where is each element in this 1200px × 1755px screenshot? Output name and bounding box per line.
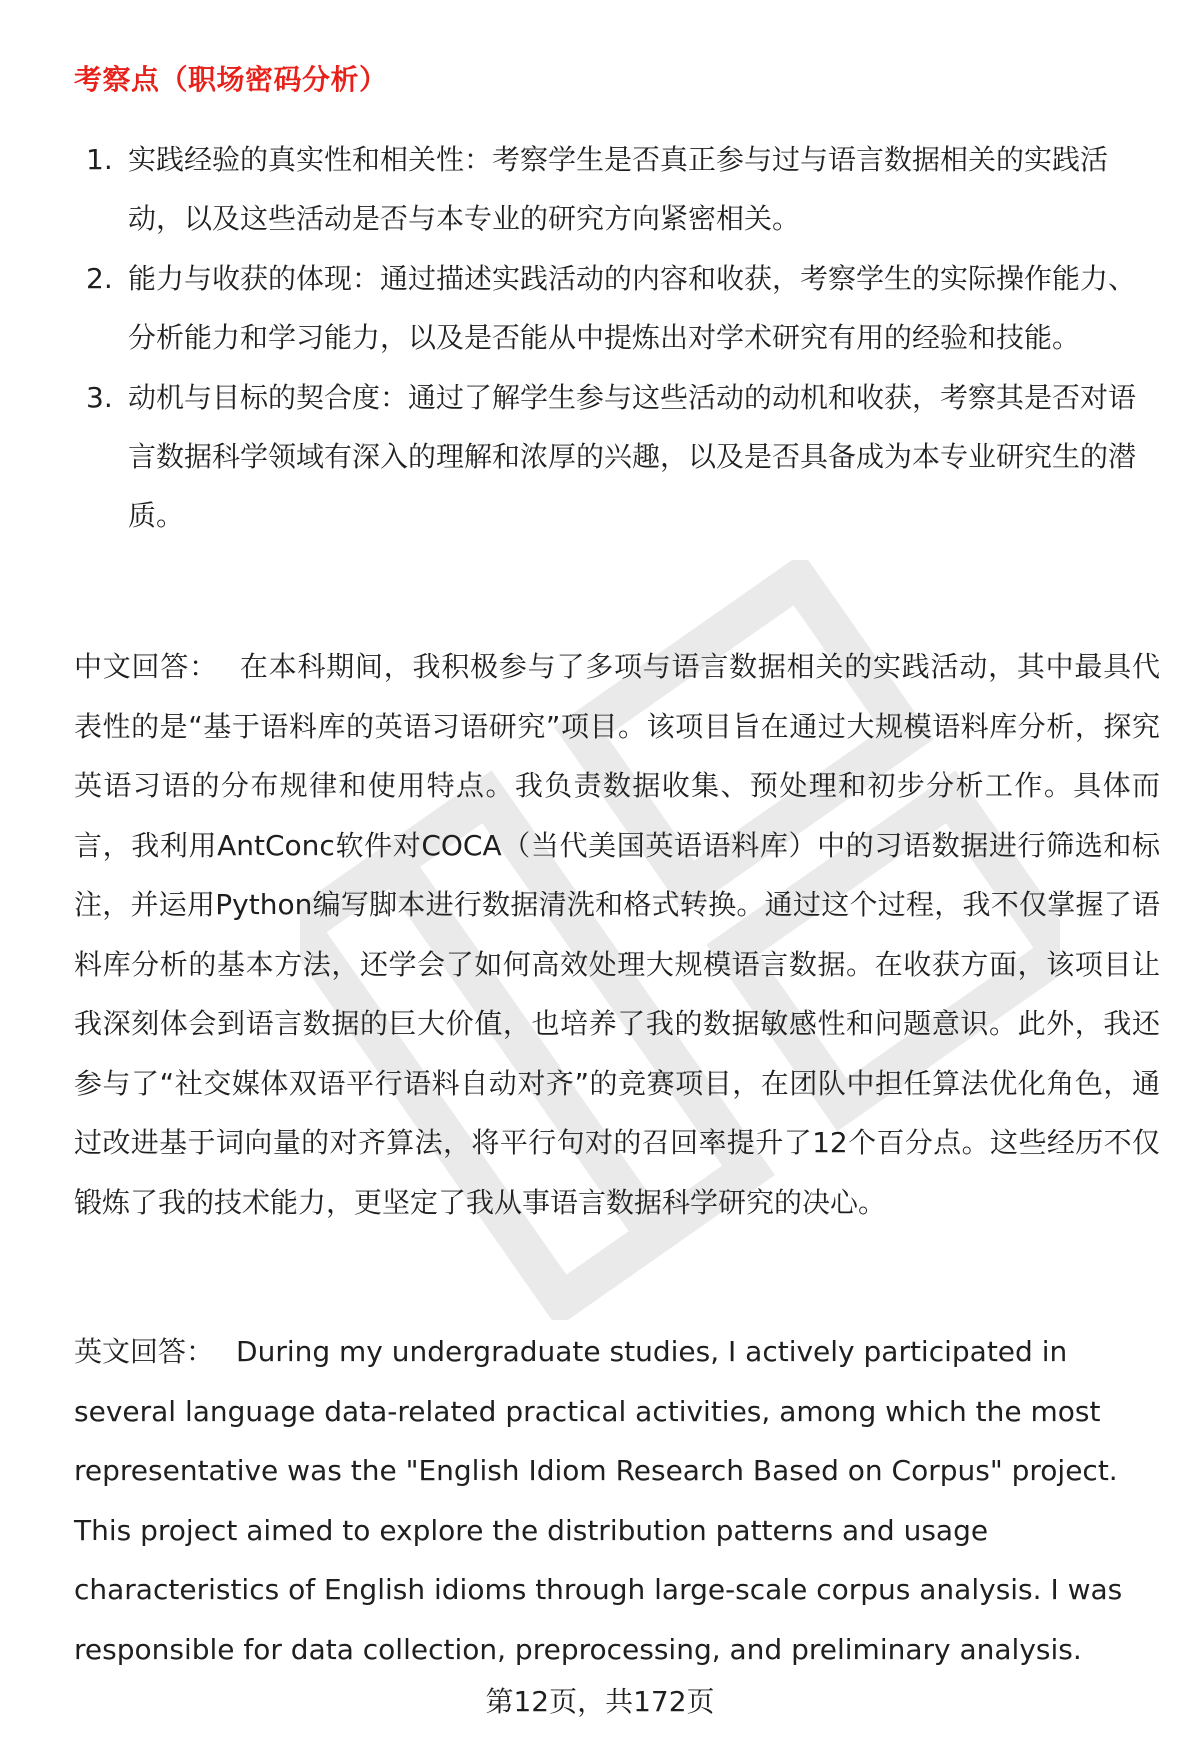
english-answer-label: 英文回答：	[74, 1335, 215, 1368]
list-item	[74, 249, 1144, 367]
page-number: 第12页，共172页	[485, 1685, 715, 1718]
chinese-answer-label: 中文回答：	[74, 650, 218, 683]
english-answer-paragraph	[74, 1322, 1154, 1679]
list-item-number: 1.	[86, 143, 113, 176]
list-item	[74, 130, 1144, 248]
list-item-text: 实践经验的真实性和相关性：考察学生是否真正参与过与语言数据相关的实践活动，以及这些活动是否与本专业的研究方向紧密相关。	[128, 143, 1109, 235]
english-answer-text: During my undergraduate studies, I actively participated in several language data-related practical activities, among which the most representative was the "English Idiom Research Based on Corpus" project. This project aimed to explore the distribution patterns and usage characteristics of English idioms through large-scale corpus analysis. I was responsible for data collection, preprocessing, and preliminary analysis.	[74, 1335, 1123, 1666]
list-item-number: 2.	[86, 262, 113, 295]
section-title: 考察点（职场密码分析）	[74, 63, 388, 96]
chinese-answer-paragraph	[74, 637, 1160, 1232]
list-item-text: 能力与收获的体现：通过描述实践活动的内容和收获，考察学生的实际操作能力、分析能力和学习能力，以及是否能从中提炼出对学术研究有用的经验和技能。	[128, 262, 1137, 354]
list-item	[74, 368, 1144, 545]
list-item-number: 3.	[86, 381, 113, 414]
chinese-answer-text: 在本科期间，我积极参与了多项与语言数据相关的实践活动，其中最具代表性的是“基于语料库的英语习语研究”项目。该项目旨在通过大规模语料库分析，探究英语习语的分布规律和使用特点。我负责数据收集、预处理和初步分析工作。具体而言，我利用AntConc软件对COCA（当代美国英语语料库）中的习语数据进行筛选和标注，并运用Python编写脚本进行数据清洗和格式转换。通过这个过程，我不仅掌握了语料库分析的基本方法，还学会了如何高效处理大规模语言数据。在收获方面，该项目让我深刻体会到语言数据的巨大价值，也培养了我的数据敏感性和问题意识。此外，我还参与了“社交媒体双语平行语料自动对齐”的竞赛项目，在团队中担任算法优化角色，通过改进基于词向量的对齐算法，将平行句对的召回率提升了12个百分点。这些经历不仅锻炼了我的技术能力，更坚定了我从事语言数据科学研究的决心。	[74, 650, 1160, 1219]
list-item-text: 动机与目标的契合度：通过了解学生参与这些活动的动机和收获，考察其是否对语言数据科学领域有深入的理解和浓厚的兴趣，以及是否具备成为本专业研究生的潜质。	[128, 381, 1137, 532]
assessment-points-list	[74, 130, 1144, 546]
